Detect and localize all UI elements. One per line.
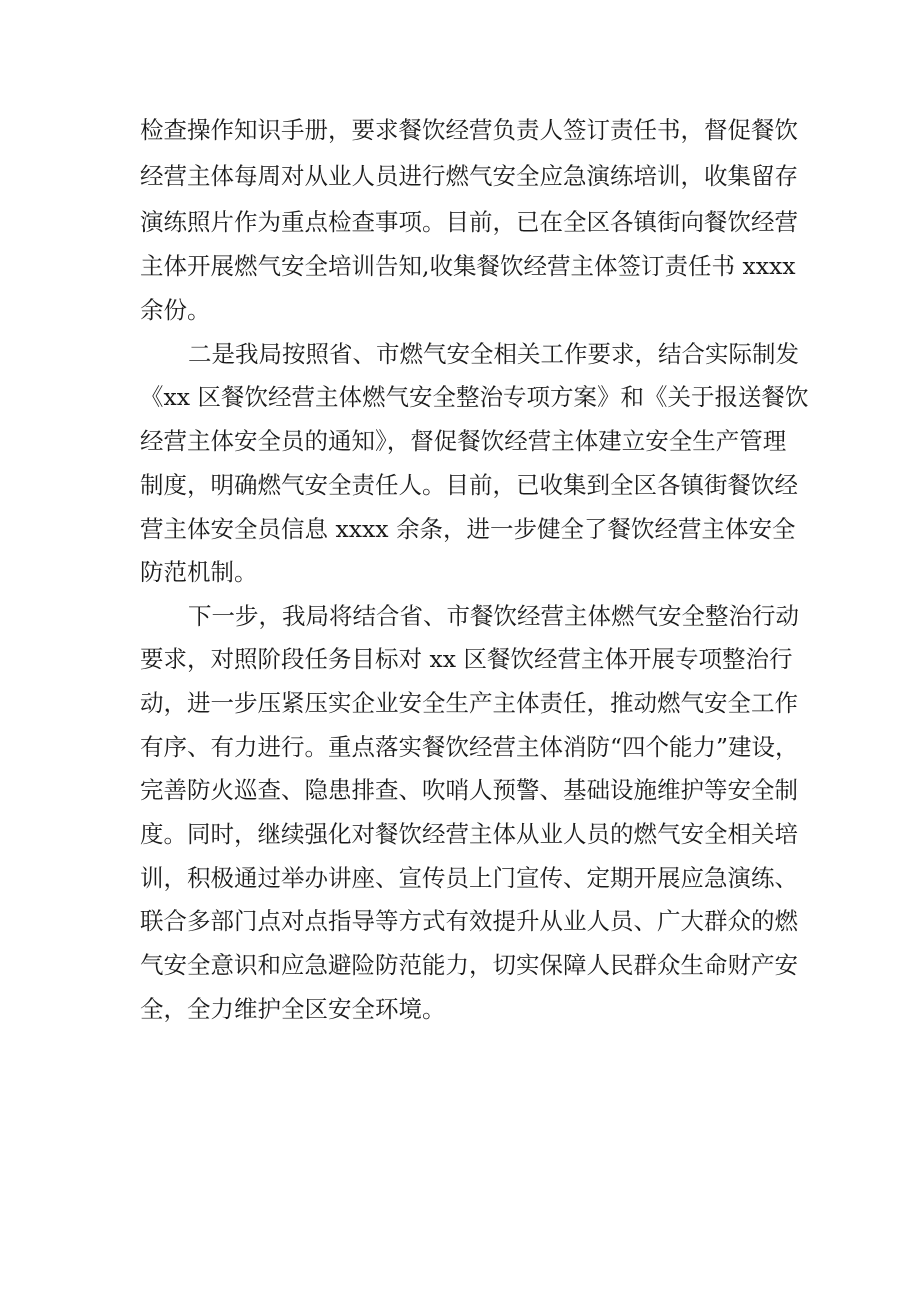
paragraph-3-line-5: 完善防火巡查、隐患排查、吹哨人预警、基础设施维护等安全制	[140, 776, 798, 804]
paragraph-3-line-4: 有序、有力进行。重点落实餐饮经营主体消防“四个能力”建设，	[140, 733, 799, 761]
paragraph-3-line-10: 全，全力维护全区安全环境。	[140, 995, 446, 1023]
paragraph-2-line-3: 经营主体安全员的通知》，督促餐饮经营主体建立安全生产管理	[140, 427, 787, 455]
paragraph-3-line-6: 度。同时，继续强化对餐饮经营主体从业人员的燃气安全相关培	[140, 820, 798, 848]
paragraph-1-line-5: 余份。	[140, 296, 211, 324]
paragraph-3-line-1: 下一步，我局将结合省、市餐饮经营主体燃气安全整治行动	[188, 602, 799, 630]
paragraph-2-line-1: 二是我局按照省、市燃气安全相关工作要求，结合实际制发	[188, 340, 799, 368]
paragraph-3-line-8: 联合多部门点对点指导等方式有效提升从业人员、广大群众的燃	[140, 907, 798, 935]
paragraph-3-line-3: 动，进一步压紧压实企业安全生产主体责任，推动燃气安全工作	[140, 689, 798, 717]
paragraph-1-line-1: 检查操作知识手册，要求餐饮经营负责人签订责任书，督促餐饮	[140, 116, 798, 144]
paragraph-1-line-4: 主体开展燃气安全培训告知,收集餐饮经营主体签订责任书 xxxx	[140, 252, 796, 280]
paragraph-2-line-6: 防范机制。	[140, 558, 258, 586]
paragraph-3-line-7: 训，积极通过举办讲座、宣传员上门宣传、定期开展应急演练、	[140, 864, 798, 892]
paragraph-2-line-2: 《xx 区餐饮经营主体燃气安全整治专项方案》和《关于报送餐饮	[140, 383, 809, 411]
paragraph-1-line-3: 演练照片作为重点检查事项。目前，已在全区各镇街向餐饮经营	[140, 208, 798, 236]
paragraph-2-line-4: 制度，明确燃气安全责任人。目前，已收集到全区各镇街餐饮经	[140, 471, 798, 499]
paragraph-3-line-2: 要求，对照阶段任务目标对 xx 区餐饮经营主体开展专项整治行	[140, 645, 793, 673]
paragraph-1-line-2: 经营主体每周对从业人员进行燃气安全应急演练培训，收集留存	[140, 162, 798, 190]
paragraph-2-line-5: 营主体安全员信息 xxxx 余条，进一步健全了餐饮经营主体安全	[140, 515, 796, 543]
paragraph-3-line-9: 气安全意识和应急避险防范能力，切实保障人民群众生命财产安	[140, 951, 798, 979]
